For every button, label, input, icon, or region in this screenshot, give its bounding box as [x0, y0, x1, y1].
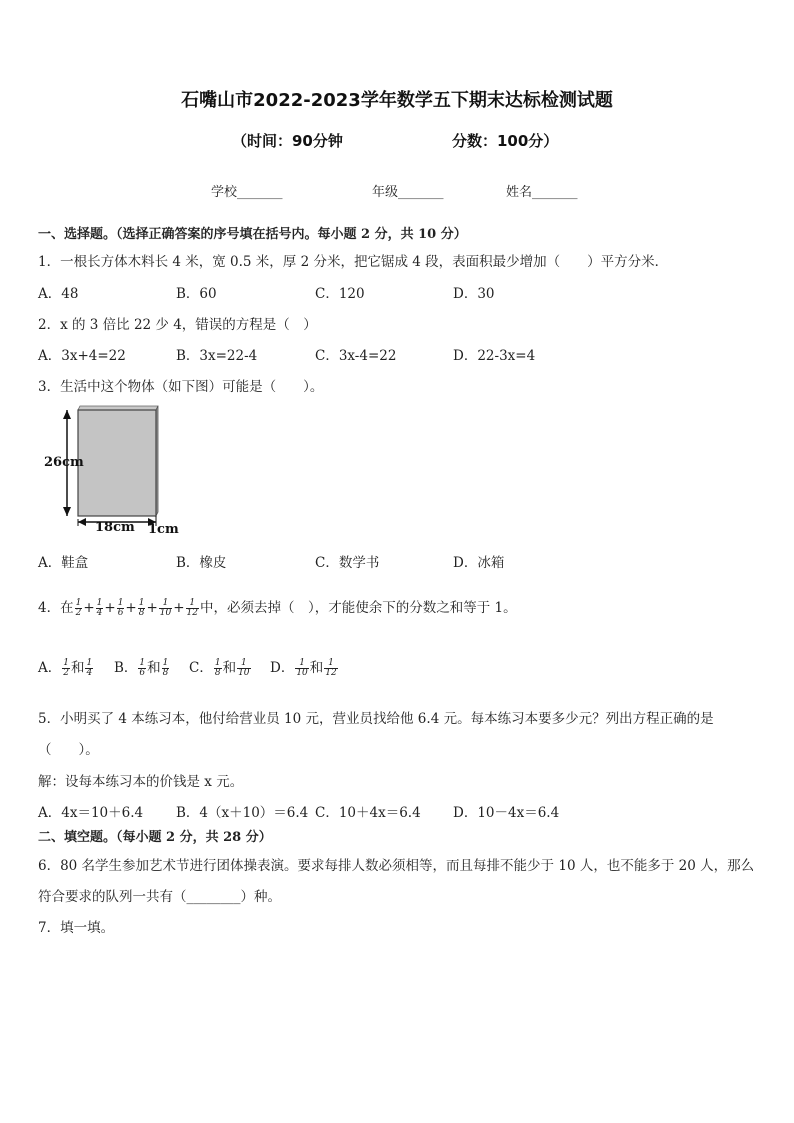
fraction: $\frac{1}{8}$: [138, 598, 145, 618]
fraction: $\frac{1}{4}$: [86, 658, 93, 678]
q4-option-c[interactable]: [189, 656, 252, 678]
question-6-line-1: 6．80 名学生参加艺术节进行团体操表演。要求每排人数必须相等，而且每排不能少于 10 人，也不能多于 20 人，那么: [38, 858, 755, 874]
q3-option-d[interactable]: D．冰箱: [453, 555, 505, 571]
q1-option-a[interactable]: A．48: [38, 286, 79, 302]
fraction: $\frac{1}{10}$: [159, 598, 172, 618]
plus-sign: +: [104, 600, 116, 616]
fraction: $\frac{1}{4}$: [96, 598, 103, 618]
question-6-line-2: 符合要求的队列一共有（________）种。: [38, 889, 281, 905]
fraction: $\frac{1}{6}$: [139, 658, 146, 678]
book-figure: [40, 402, 190, 538]
q2-option-b[interactable]: B．3x=22-4: [176, 348, 258, 364]
page-title: 石嘴山市2022-2023学年数学五下期末达标检测试题: [181, 90, 613, 111]
q5-option-c[interactable]: C．10＋4x＝6.4: [315, 805, 421, 821]
question-2: 2．x 的 3 倍比 22 少 4，错误的方程是（ ）: [38, 317, 317, 333]
q4-prefix: 4．在: [38, 600, 74, 616]
fraction: $\frac{1}{10}$: [238, 658, 250, 678]
plus-sign: +: [83, 600, 95, 616]
q1-option-d[interactable]: D．30: [453, 286, 495, 302]
q3-option-a[interactable]: A．鞋盒: [38, 555, 89, 571]
q2-option-c[interactable]: C．3x-4=22: [315, 348, 397, 364]
exam-time: （时间：90分钟: [232, 132, 343, 150]
q2-option-a[interactable]: A．3x+4=22: [38, 348, 126, 364]
plus-sign: +: [173, 600, 185, 616]
and-word: 和: [222, 660, 237, 676]
q4-suffix: 中，必须去掉（ ），才能使余下的分数之和等于 1。: [200, 600, 517, 616]
height-label: 26cm: [44, 455, 84, 470]
option-label: A．: [38, 660, 62, 676]
q5-option-b[interactable]: B．4（x＋10）＝6.4: [176, 805, 309, 821]
q3-option-c[interactable]: C．数学书: [315, 555, 380, 571]
fraction: $\frac{1}{2}$: [63, 658, 69, 678]
q4-fraction-list: [74, 600, 200, 616]
option-label: D．: [270, 660, 295, 676]
q1-option-b[interactable]: B．60: [176, 286, 217, 302]
grade-field[interactable]: 年级_______: [372, 185, 444, 200]
school-field[interactable]: 学校_______: [211, 185, 283, 200]
book-top-face: [78, 406, 158, 410]
exam-score: 分数：100分）: [452, 132, 559, 150]
question-5-line-2: （ ）。: [38, 742, 99, 758]
section-2-title: 二、填空题。（每小题 2 分，共 28 分）: [38, 830, 272, 845]
fraction: $\frac{1}{12}$: [186, 598, 198, 618]
q5-option-a[interactable]: A．4x＝10＋6.4: [38, 805, 144, 821]
q3-option-b[interactable]: B．橡皮: [176, 555, 227, 571]
fraction: $\frac{1}{8}$: [162, 658, 169, 678]
q4-option-b[interactable]: [114, 656, 170, 678]
fraction: $\frac{1}{6}$: [117, 598, 124, 618]
and-word: 和: [147, 660, 161, 676]
and-word: 和: [70, 660, 85, 676]
question-3: 3．生活中这个物体（如下图）可能是（ ）。: [38, 379, 324, 395]
section-1-title: 一、选择题。（选择正确答案的序号填在括号内。每小题 2 分，共 10 分）: [38, 227, 467, 242]
fraction: $\frac{1}{2}$: [75, 598, 82, 618]
fraction: $\frac{1}{8}$: [214, 658, 221, 678]
question-1: 1．一根长方体木料长 4 米，宽 0.5 米，厚 2 分米，把它锯成 4 段，表面积最少增加（ ）平方分米．: [38, 254, 669, 270]
question-5-line-3: 解：设每本练习本的价钱是 x 元。: [38, 774, 244, 790]
option-label: B．: [114, 660, 138, 676]
q2-option-d[interactable]: D．22-3x=4: [453, 348, 536, 364]
question-7: 7．填一填。: [38, 920, 115, 936]
question-4: [38, 596, 517, 618]
fraction: $\frac{1}{12}$: [325, 658, 337, 678]
plus-sign: +: [146, 600, 158, 616]
plus-sign: +: [125, 600, 137, 616]
and-word: 和: [309, 660, 324, 676]
q5-option-d[interactable]: D．10－4x＝6.4: [453, 805, 560, 821]
width-label: 18cm: [95, 520, 135, 535]
q4-option-d[interactable]: [270, 656, 339, 678]
option-label: C．: [189, 660, 213, 676]
book-front-face: [78, 410, 156, 516]
q4-option-a[interactable]: [38, 656, 94, 678]
name-field[interactable]: 姓名_______: [506, 185, 578, 200]
depth-label: 1cm: [148, 522, 179, 537]
question-5-line-1: 5．小明买了 4 本练习本，他付给营业员 10 元，营业员找给他 6.4 元。每本练习本要多少元？列出方程正确的是: [38, 711, 714, 727]
fraction: $\frac{1}{10}$: [296, 658, 308, 678]
q1-option-c[interactable]: C．120: [315, 286, 365, 302]
